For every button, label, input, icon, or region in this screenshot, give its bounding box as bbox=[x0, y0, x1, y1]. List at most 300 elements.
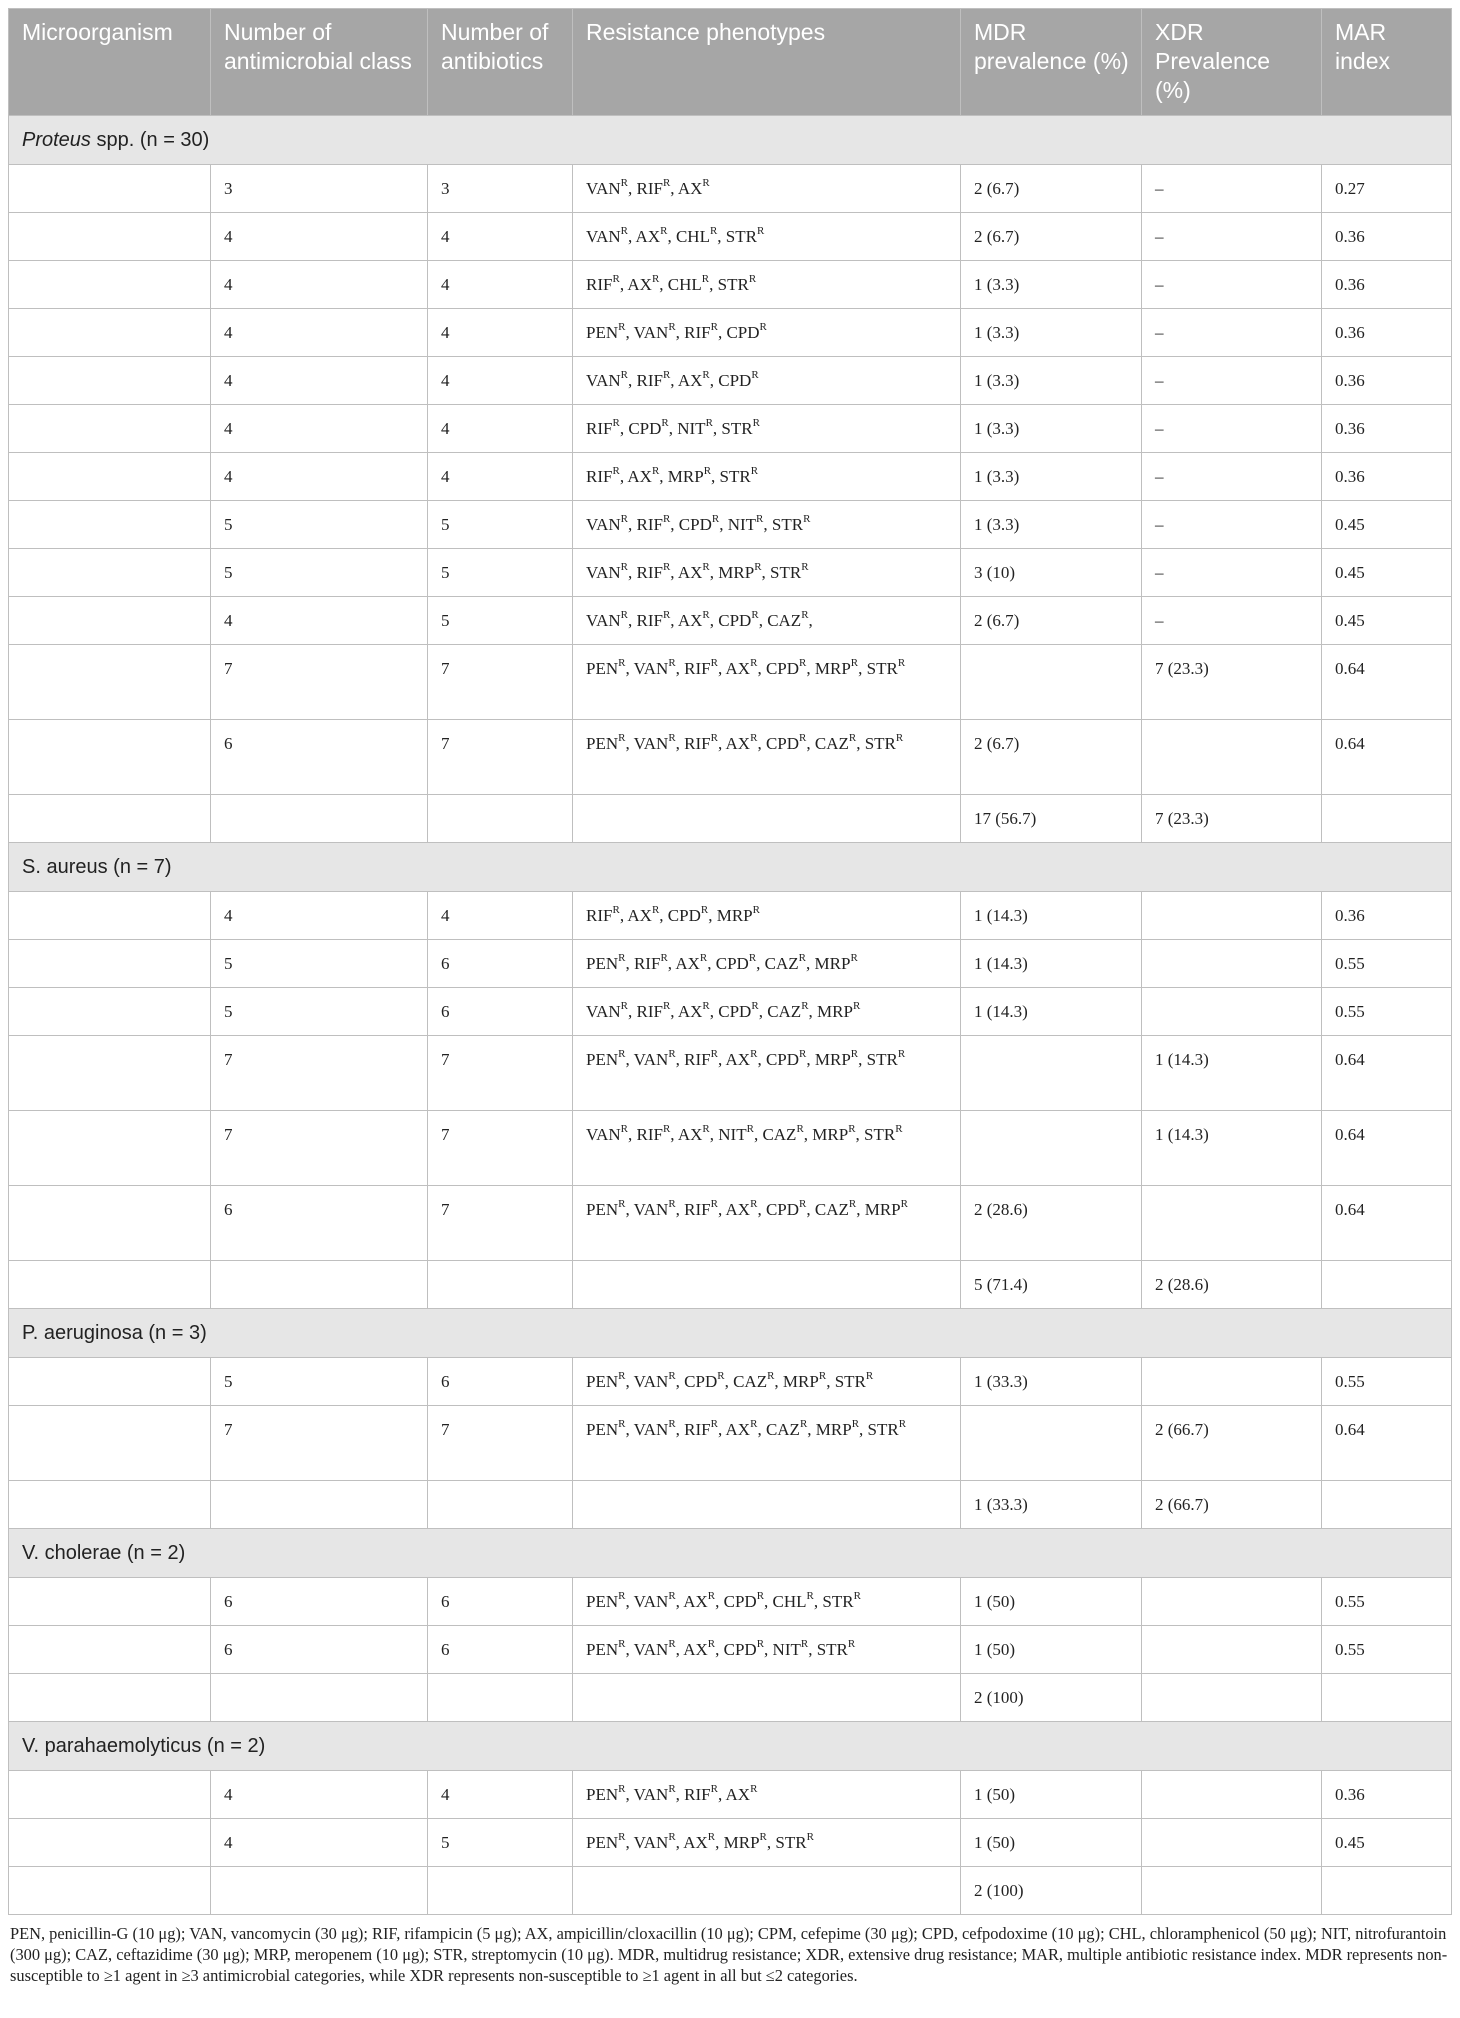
mdr-prevalence-cell: 1 (14.3) bbox=[961, 892, 1142, 940]
antibiotic-code: RIF bbox=[636, 1002, 663, 1021]
separator: , bbox=[659, 275, 668, 294]
group-title bbox=[9, 1309, 1452, 1358]
resistance-phenotype-cell bbox=[573, 165, 961, 213]
resistance-superscript: R bbox=[668, 1198, 676, 1211]
separator: , bbox=[675, 1372, 685, 1391]
antibiotics-count-cell: 7 bbox=[428, 645, 573, 720]
separator: , bbox=[709, 275, 718, 294]
antibiotic-code: PEN bbox=[586, 1050, 619, 1069]
antibiotic-code: VAN bbox=[586, 563, 621, 582]
antibiotic-code: PEN bbox=[586, 1372, 619, 1391]
antibiotics-count-cell: 7 bbox=[428, 720, 573, 795]
antibiotic-code: AX bbox=[725, 1785, 751, 1804]
antibiotic-code: RIF bbox=[684, 1420, 711, 1439]
separator: , bbox=[763, 515, 772, 534]
resistance-superscript: R bbox=[618, 1048, 626, 1061]
separator: , bbox=[675, 1200, 685, 1219]
group-row bbox=[9, 1722, 1452, 1771]
xdr-prevalence-cell: – bbox=[1142, 453, 1322, 501]
microorganism-cell bbox=[9, 795, 211, 843]
antibiotics-count-cell: 4 bbox=[428, 309, 573, 357]
separator: , bbox=[625, 323, 634, 342]
antibiotic-code: VAN bbox=[586, 1125, 621, 1144]
separator: , bbox=[709, 1125, 719, 1144]
separator: , bbox=[670, 563, 678, 582]
table-container bbox=[8, 8, 1451, 1986]
resistance-superscript: R bbox=[759, 321, 767, 334]
total-row bbox=[9, 1261, 1452, 1309]
microorganism-cell bbox=[9, 357, 211, 405]
separator: , bbox=[627, 611, 637, 630]
resistance-superscript: R bbox=[620, 369, 628, 382]
antimicrobial-class-cell: 7 bbox=[211, 1406, 428, 1481]
mar-index-cell: 0.36 bbox=[1322, 453, 1452, 501]
resistance-superscript: R bbox=[850, 1048, 859, 1061]
resistance-phenotype-cell bbox=[573, 1261, 961, 1309]
xdr-total-cell bbox=[1142, 1674, 1322, 1722]
separator: , bbox=[826, 1372, 835, 1391]
table-body bbox=[9, 116, 1452, 1915]
resistance-superscript: R bbox=[710, 732, 718, 745]
separator: , bbox=[709, 611, 719, 630]
mdr-total-cell: 17 (56.7) bbox=[961, 795, 1142, 843]
resistance-superscript: R bbox=[806, 1590, 814, 1603]
resistance-superscript: R bbox=[756, 1638, 765, 1651]
antimicrobial-class-cell: 7 bbox=[211, 645, 428, 720]
antibiotics-count-cell: 6 bbox=[428, 1578, 573, 1626]
microorganism-cell bbox=[9, 1186, 211, 1261]
antimicrobial-class-cell: 4 bbox=[211, 405, 428, 453]
resistance-superscript: R bbox=[699, 952, 708, 965]
antimicrobial-class-cell: 6 bbox=[211, 1578, 428, 1626]
table-row bbox=[9, 892, 1452, 940]
col-header-resistance-phenotypes: Resistance phenotypes bbox=[573, 9, 961, 116]
microorganism-cell bbox=[9, 1406, 211, 1481]
resistance-superscript: R bbox=[750, 732, 758, 745]
microorganism-cell bbox=[9, 453, 211, 501]
antibiotic-code: CPD bbox=[684, 1372, 718, 1391]
resistance-superscript: R bbox=[702, 1123, 710, 1136]
table-row bbox=[9, 940, 1452, 988]
antimicrobial-class-cell bbox=[211, 795, 428, 843]
resistance-superscript: R bbox=[618, 1590, 626, 1603]
antibiotic-code: AX bbox=[677, 1002, 703, 1021]
resistance-superscript: R bbox=[702, 1000, 710, 1013]
resistance-superscript: R bbox=[668, 1370, 676, 1383]
separator: , bbox=[774, 1372, 783, 1391]
mdr-prevalence-cell: 2 (6.7) bbox=[961, 720, 1142, 795]
resistance-superscript: R bbox=[612, 904, 620, 917]
separator: , bbox=[761, 563, 771, 582]
antibiotic-code: STR bbox=[867, 1420, 899, 1439]
resistance-phenotype-cell bbox=[573, 892, 961, 940]
resistance-superscript: R bbox=[796, 1123, 804, 1136]
group-title-text: P. aeruginosa (n = 3) bbox=[22, 1322, 207, 1344]
resistance-superscript: R bbox=[702, 609, 710, 622]
antibiotic-code: CAZ bbox=[764, 954, 799, 973]
antibiotic-code: CPD bbox=[765, 734, 800, 753]
antibiotic-code: AX bbox=[627, 906, 652, 925]
separator: , bbox=[675, 1592, 684, 1611]
resistance-superscript: R bbox=[752, 417, 760, 430]
col-header-antibiotics: Number of antibiotics bbox=[428, 9, 573, 116]
antibiotic-code: MRP bbox=[864, 1200, 901, 1219]
microorganism-cell bbox=[9, 1578, 211, 1626]
resistance-phenotype-cell bbox=[573, 1358, 961, 1406]
table-row bbox=[9, 405, 1452, 453]
mar-index-cell bbox=[1322, 1261, 1452, 1309]
mdr-prevalence-cell: 1 (3.3) bbox=[961, 405, 1142, 453]
microorganism-cell bbox=[9, 405, 211, 453]
resistance-superscript: R bbox=[618, 1638, 626, 1651]
antibiotic-code: CPD bbox=[723, 1640, 757, 1659]
separator: , bbox=[715, 1592, 724, 1611]
separator: , bbox=[625, 1785, 634, 1804]
antibiotics-count-cell: 4 bbox=[428, 261, 573, 309]
resistance-phenotype-cell bbox=[573, 1036, 961, 1111]
xdr-prevalence-cell: 1 (14.3) bbox=[1142, 1111, 1322, 1186]
antibiotics-count-cell: 6 bbox=[428, 1358, 573, 1406]
resistance-phenotype-cell bbox=[573, 1626, 961, 1674]
antimicrobial-class-cell: 7 bbox=[211, 1111, 428, 1186]
antimicrobial-class-cell: 4 bbox=[211, 597, 428, 645]
antibiotic-code: STR bbox=[864, 734, 896, 753]
xdr-prevalence-cell bbox=[1142, 1819, 1322, 1867]
xdr-prevalence-cell: 1 (14.3) bbox=[1142, 1036, 1322, 1111]
resistance-superscript: R bbox=[897, 1048, 906, 1061]
antibiotics-count-cell bbox=[428, 1674, 573, 1722]
xdr-prevalence-cell: – bbox=[1142, 309, 1322, 357]
separator: , bbox=[766, 1833, 776, 1852]
resistance-superscript: R bbox=[707, 1638, 716, 1651]
table-row bbox=[9, 549, 1452, 597]
resistance-superscript: R bbox=[620, 177, 628, 190]
separator: , bbox=[625, 734, 634, 753]
resistance-superscript: R bbox=[756, 513, 764, 526]
antibiotic-code: STR bbox=[775, 1833, 807, 1852]
antibiotic-code: CPD bbox=[765, 659, 800, 678]
mar-index-cell: 0.45 bbox=[1322, 1819, 1452, 1867]
separator: , bbox=[627, 179, 637, 198]
resistance-superscript: R bbox=[746, 1123, 754, 1136]
resistance-superscript: R bbox=[850, 657, 859, 670]
separator: , bbox=[715, 1833, 724, 1852]
mdr-total-cell: 1 (33.3) bbox=[961, 1481, 1142, 1529]
mar-index-cell bbox=[1322, 795, 1452, 843]
resistance-superscript: R bbox=[750, 1783, 758, 1796]
mar-index-cell: 0.64 bbox=[1322, 1111, 1452, 1186]
antibiotic-code: RIF bbox=[586, 467, 613, 486]
resistance-superscript: R bbox=[707, 1831, 716, 1844]
separator: , bbox=[764, 1592, 773, 1611]
resistance-superscript: R bbox=[750, 657, 758, 670]
resistance-superscript: R bbox=[759, 1831, 767, 1844]
resistance-superscript: R bbox=[620, 1123, 628, 1136]
resistance-phenotype-cell bbox=[573, 940, 961, 988]
group-row bbox=[9, 116, 1452, 165]
resistance-phenotype-cell bbox=[573, 549, 961, 597]
separator: , bbox=[619, 467, 628, 486]
antibiotic-code: NIT bbox=[772, 1640, 801, 1659]
separator: , bbox=[659, 467, 668, 486]
resistance-superscript: R bbox=[662, 1123, 671, 1136]
microorganism-cell bbox=[9, 720, 211, 795]
resistance-superscript: R bbox=[618, 1370, 626, 1383]
antibiotic-code: AX bbox=[725, 659, 751, 678]
antibiotic-code: STR bbox=[770, 563, 802, 582]
microorganism-cell bbox=[9, 1819, 211, 1867]
separator: , bbox=[753, 1125, 763, 1144]
antibiotic-code: AX bbox=[675, 954, 700, 973]
resistance-superscript: R bbox=[798, 952, 807, 965]
antimicrobial-class-cell bbox=[211, 1674, 428, 1722]
xdr-prevalence-cell: – bbox=[1142, 597, 1322, 645]
col-header-microorganism: Microorganism bbox=[9, 9, 211, 116]
resistance-phenotype-cell bbox=[573, 357, 961, 405]
separator: , bbox=[756, 954, 765, 973]
antibiotic-code: CPD bbox=[765, 1050, 800, 1069]
resistance-superscript: R bbox=[900, 1198, 908, 1211]
mar-index-cell: 0.64 bbox=[1322, 1406, 1452, 1481]
resistance-superscript: R bbox=[800, 1638, 809, 1651]
antibiotics-count-cell: 6 bbox=[428, 940, 573, 988]
microorganism-cell bbox=[9, 1481, 211, 1529]
separator: , bbox=[670, 179, 678, 198]
separator: , bbox=[757, 659, 766, 678]
separator: , bbox=[670, 515, 679, 534]
separator: , bbox=[670, 611, 678, 630]
resistance-superscript: R bbox=[717, 1370, 725, 1383]
mdr-prevalence-cell: 2 (6.7) bbox=[961, 213, 1142, 261]
resistance-superscript: R bbox=[668, 321, 676, 334]
antibiotic-code: PEN bbox=[586, 954, 619, 973]
resistance-phenotype-cell bbox=[573, 720, 961, 795]
microorganism-cell bbox=[9, 501, 211, 549]
resistance-superscript: R bbox=[709, 225, 718, 238]
group-row bbox=[9, 843, 1452, 892]
group-title-genus: Proteus bbox=[22, 129, 91, 151]
resistance-superscript: R bbox=[703, 465, 712, 478]
antibiotic-code: MRP bbox=[723, 1833, 760, 1852]
antimicrobial-class-cell: 4 bbox=[211, 1819, 428, 1867]
mar-index-cell: 0.55 bbox=[1322, 1626, 1452, 1674]
resistance-superscript: R bbox=[705, 417, 713, 430]
antibiotics-count-cell: 4 bbox=[428, 213, 573, 261]
group-title-text: V. cholerae (n = 2) bbox=[22, 1542, 186, 1564]
resistance-phenotype-cell bbox=[573, 1406, 961, 1481]
antimicrobial-class-cell: 5 bbox=[211, 501, 428, 549]
xdr-prevalence-cell: 7 (23.3) bbox=[1142, 645, 1322, 720]
mdr-prevalence-cell: 2 (28.6) bbox=[961, 1186, 1142, 1261]
resistance-superscript: R bbox=[620, 609, 628, 622]
antibiotic-code: PEN bbox=[586, 734, 619, 753]
separator: , bbox=[757, 1050, 766, 1069]
resistance-superscript: R bbox=[618, 657, 626, 670]
mar-index-cell: 0.64 bbox=[1322, 1036, 1452, 1111]
antibiotic-code: STR bbox=[771, 515, 804, 534]
resistance-superscript: R bbox=[852, 1000, 861, 1013]
antibiotic-code: CHL bbox=[675, 227, 710, 246]
mar-index-cell: 0.64 bbox=[1322, 720, 1452, 795]
antibiotic-code: AX bbox=[683, 1592, 708, 1611]
xdr-prevalence-cell: – bbox=[1142, 405, 1322, 453]
resistance-superscript: R bbox=[618, 1831, 626, 1844]
mdr-prevalence-cell bbox=[961, 1406, 1142, 1481]
resistance-superscript: R bbox=[752, 904, 760, 917]
antibiotic-code: STR bbox=[721, 419, 753, 438]
resistance-superscript: R bbox=[865, 1370, 874, 1383]
antibiotic-code: CAZ bbox=[814, 1200, 849, 1219]
mar-index-cell bbox=[1322, 1867, 1452, 1915]
antibiotic-code: STR bbox=[816, 1640, 848, 1659]
resistance-superscript: R bbox=[668, 732, 676, 745]
resistance-superscript: R bbox=[848, 1123, 856, 1136]
antibiotic-code: STR bbox=[822, 1592, 854, 1611]
group-title-text: V. parahaemolyticus (n = 2) bbox=[22, 1735, 266, 1757]
resistance-superscript: R bbox=[668, 1783, 676, 1796]
resistance-superscript: R bbox=[651, 273, 660, 286]
group-row bbox=[9, 1309, 1452, 1358]
antibiotic-code: RIF bbox=[684, 659, 711, 678]
antibiotics-count-cell: 4 bbox=[428, 453, 573, 501]
resistance-superscript: R bbox=[750, 1198, 758, 1211]
resistance-superscript: R bbox=[707, 1590, 716, 1603]
antibiotic-code: MRP bbox=[814, 954, 851, 973]
separator: , bbox=[711, 467, 720, 486]
antibiotic-code: RIF bbox=[684, 1785, 711, 1804]
separator: , bbox=[625, 659, 634, 678]
antibiotic-code: CAZ bbox=[733, 1372, 768, 1391]
mdr-prevalence-cell: 1 (33.3) bbox=[961, 1358, 1142, 1406]
resistance-superscript: R bbox=[895, 732, 904, 745]
mdr-prevalence-cell bbox=[961, 1111, 1142, 1186]
antibiotic-code: VAN bbox=[586, 1002, 621, 1021]
separator: , bbox=[724, 1372, 734, 1391]
resistance-phenotype-cell bbox=[573, 501, 961, 549]
separator: , bbox=[709, 1002, 719, 1021]
resistance-superscript: R bbox=[661, 417, 669, 430]
mar-index-cell: 0.55 bbox=[1322, 988, 1452, 1036]
separator: , bbox=[806, 1200, 815, 1219]
antimicrobial-class-cell bbox=[211, 1481, 428, 1529]
antibiotics-count-cell: 5 bbox=[428, 1819, 573, 1867]
antibiotic-code: RIF bbox=[586, 906, 613, 925]
separator: , bbox=[670, 1125, 678, 1144]
resistance-superscript: R bbox=[668, 1418, 676, 1431]
antibiotic-code: AX bbox=[725, 1050, 751, 1069]
separator: , bbox=[627, 563, 637, 582]
col-header-antimicrobial-class: Number of antimicrobial class bbox=[211, 9, 428, 116]
antibiotic-code: CPD bbox=[718, 611, 752, 630]
resistance-superscript: R bbox=[620, 513, 628, 526]
xdr-prevalence-cell bbox=[1142, 1358, 1322, 1406]
separator: , bbox=[667, 954, 676, 973]
separator: , bbox=[709, 371, 719, 390]
mdr-prevalence-cell: 1 (50) bbox=[961, 1578, 1142, 1626]
separator: , bbox=[675, 1050, 685, 1069]
antibiotic-code: VAN bbox=[633, 659, 669, 678]
resistance-superscript: R bbox=[801, 561, 809, 574]
separator: , bbox=[625, 1200, 634, 1219]
mar-index-cell: 0.36 bbox=[1322, 1771, 1452, 1819]
resistance-superscript: R bbox=[756, 1590, 765, 1603]
mdr-prevalence-cell: 1 (50) bbox=[961, 1626, 1142, 1674]
resistance-superscript: R bbox=[751, 1000, 759, 1013]
antibiotics-count-cell bbox=[428, 1261, 573, 1309]
mar-index-cell: 0.36 bbox=[1322, 261, 1452, 309]
antibiotic-code: MRP bbox=[667, 467, 704, 486]
antibiotic-code: RIF bbox=[636, 1125, 663, 1144]
resistance-superscript: R bbox=[799, 657, 807, 670]
antibiotic-code: MRP bbox=[815, 1420, 852, 1439]
separator: , bbox=[675, 1420, 685, 1439]
antibiotic-code: CPD bbox=[726, 323, 760, 342]
mar-index-cell: 0.55 bbox=[1322, 1358, 1452, 1406]
antibiotic-code: VAN bbox=[633, 1640, 669, 1659]
resistance-phenotype-cell bbox=[573, 1674, 961, 1722]
separator: , bbox=[709, 563, 719, 582]
resistance-superscript: R bbox=[700, 904, 709, 917]
resistance-phenotype-cell bbox=[573, 645, 961, 720]
mdr-prevalence-cell: 2 (6.7) bbox=[961, 165, 1142, 213]
antibiotics-count-cell: 4 bbox=[428, 357, 573, 405]
resistance-superscript: R bbox=[651, 904, 660, 917]
separator: , bbox=[764, 1640, 773, 1659]
separator: , bbox=[717, 659, 726, 678]
separator: , bbox=[627, 515, 637, 534]
table-row bbox=[9, 988, 1452, 1036]
resistance-superscript: R bbox=[897, 657, 906, 670]
antibiotic-code: RIF bbox=[586, 275, 613, 294]
resistance-superscript: R bbox=[748, 952, 757, 965]
mar-index-cell bbox=[1322, 1481, 1452, 1529]
antibiotic-code: STR bbox=[866, 659, 898, 678]
table-row bbox=[9, 1578, 1452, 1626]
resistance-superscript: R bbox=[767, 1370, 775, 1383]
resistance-superscript: R bbox=[848, 732, 857, 745]
separator: , bbox=[715, 1640, 724, 1659]
mdr-total-cell: 2 (100) bbox=[961, 1867, 1142, 1915]
antibiotic-code: CAZ bbox=[814, 734, 849, 753]
table-row bbox=[9, 597, 1452, 645]
microorganism-cell bbox=[9, 1358, 211, 1406]
separator: , bbox=[675, 1640, 684, 1659]
antibiotic-code: MRP bbox=[814, 1050, 851, 1069]
separator: , bbox=[659, 906, 668, 925]
resistance-superscript: R bbox=[799, 732, 807, 745]
resistance-superscript: R bbox=[668, 1590, 676, 1603]
separator: , bbox=[625, 1050, 634, 1069]
xdr-prevalence-cell bbox=[1142, 1626, 1322, 1674]
antibiotic-code: VAN bbox=[586, 227, 621, 246]
col-header-xdr-prevalence: XDR Prevalence (%) bbox=[1142, 9, 1322, 116]
separator: , bbox=[675, 734, 685, 753]
separator: , bbox=[757, 1420, 766, 1439]
resistance-superscript: R bbox=[618, 1418, 626, 1431]
resistance-superscript: R bbox=[799, 1048, 807, 1061]
resistance-superscript: R bbox=[702, 561, 710, 574]
antibiotic-code: RIF bbox=[636, 371, 663, 390]
group-title bbox=[9, 1722, 1452, 1771]
microorganism-cell bbox=[9, 1674, 211, 1722]
resistance-phenotype-cell bbox=[573, 1111, 961, 1186]
antibiotic-code: STR bbox=[719, 467, 751, 486]
xdr-total-cell: 2 (66.7) bbox=[1142, 1481, 1322, 1529]
separator: , bbox=[719, 515, 728, 534]
antibiotics-count-cell: 6 bbox=[428, 988, 573, 1036]
mar-index-cell: 0.45 bbox=[1322, 597, 1452, 645]
separator: , bbox=[807, 1420, 816, 1439]
